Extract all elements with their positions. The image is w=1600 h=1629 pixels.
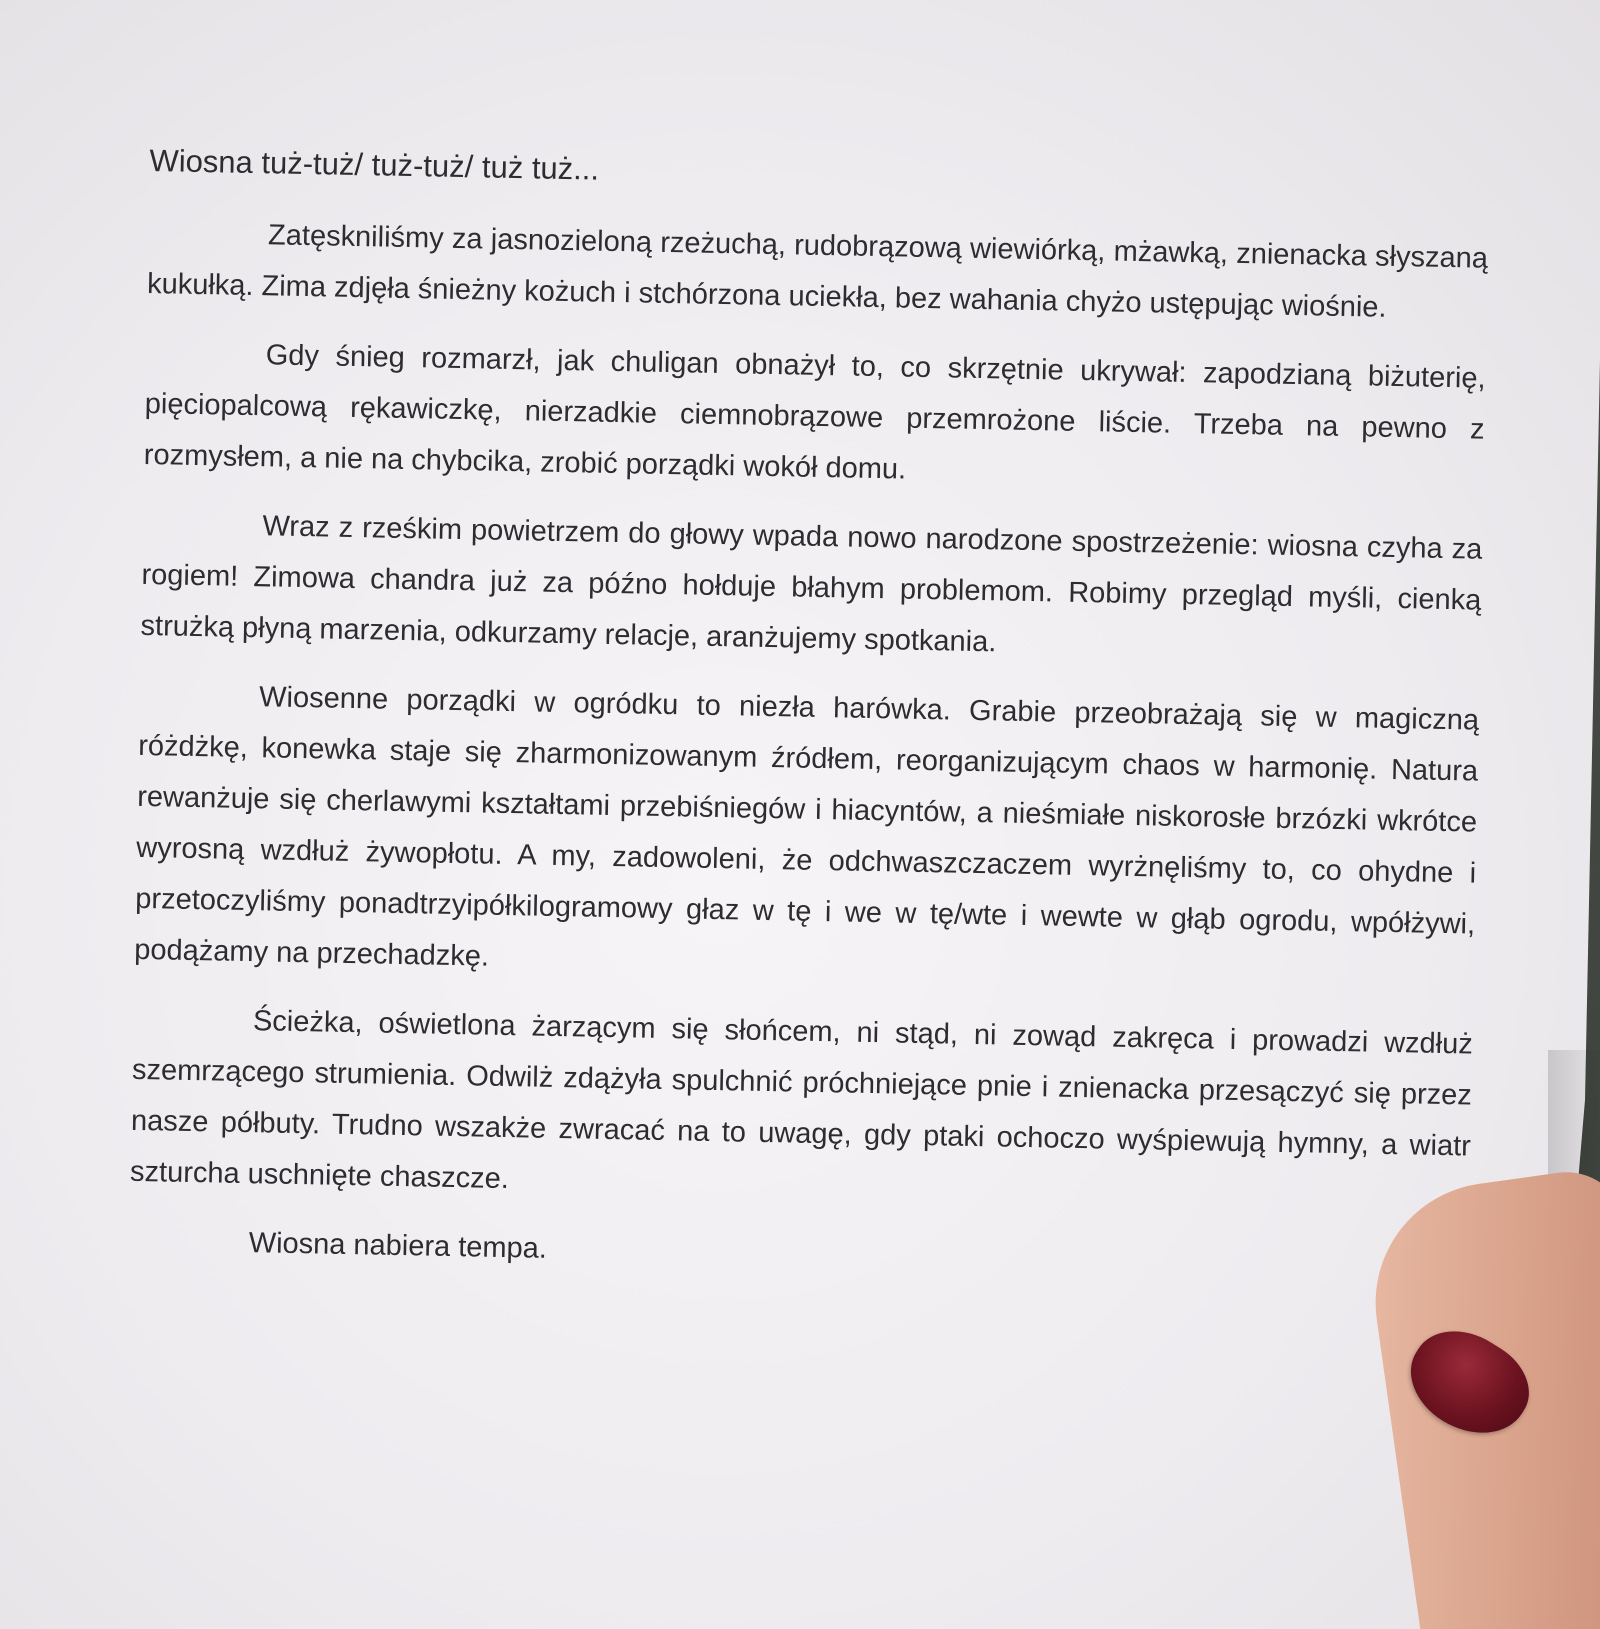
paragraph-6: Wiosna nabiera tempa. <box>248 1227 548 1265</box>
paragraph-2: Gdy śnieg rozmarzł, jak chuligan obnażył to, co skrzętnie ukrywał: zapodzianą biżuterię, pięciopalcową rękawiczkę, nierzadkie ciemnobrązowe przemrożone liście. Trzeba na pewno z rozmysłem, a nie na chybcika, zrobić porządki wokół domu. <box>143 339 1486 486</box>
document-text <box>128 135 1490 1311</box>
paragraph-5: Ścieżka, oświetlona żarzącym się słońcem, ni stąd, ni zowąd zakręca i prowadzi wzdłuż szemrzącego strumienia. Odwilż zdążyła spulchnić próchniejące pnie i znienacka przesączyć się przez nasze półbuty. Trudno wszakże zwracać na to uwagę, gdy ptaki ochoczo wyśpiewują hymny, a wiatr szturcha uschnięte chaszcze. <box>129 1005 1474 1196</box>
paragraph-4: Wiosenne porządki w ogródku to niezła harówka. Grabie przeobrażają się w magiczną różdżkę, konewka staje się zharmonizowanym źródłem, reorganizującym chaos w harmonię. Natura rewanżuje się cherlawymi kształtami przebiśniegów i hiacyntów, a nieśmiałe niskorosłe brzózki wkrótce wyrosną wzdłuż żywopłotu. A my, zadowoleni, że odchwaszczaczem wyrżnęliśmy to, co ohydne i przetoczyliśmy ponadtrzyipółkilogramowy głaz w tę i we w tę/wte i wewte w głąb ogrodu, wpółżywi, podążamy na przechadzkę. <box>134 681 1480 973</box>
paragraph-1: Zatęskniliśmy za jasnozieloną rzeżuchą, rudobrązową wiewiórką, mżawką, znienacka słyszaną kukułką. Zima zdjęła śnieżny kożuch i stchórzona uciekła, bez wahania chyżo ustępując wiośnie. <box>146 219 1489 324</box>
document-title: Wiosna tuż-tuż/ tuż-tuż/ tuż tuż... <box>149 142 600 187</box>
paragraph-3: Wraz z rześkim powietrzem do głowy wpada nowo narodzone spostrzeżenie: wiosna czyha za rogiem! Zimowa chandra już za późno hołduje błahym problemom. Robimy przegląd myśli, cienką strużką płyną marzenia, odkurzamy relacje, aranżujemy spotkania. <box>140 510 1483 659</box>
